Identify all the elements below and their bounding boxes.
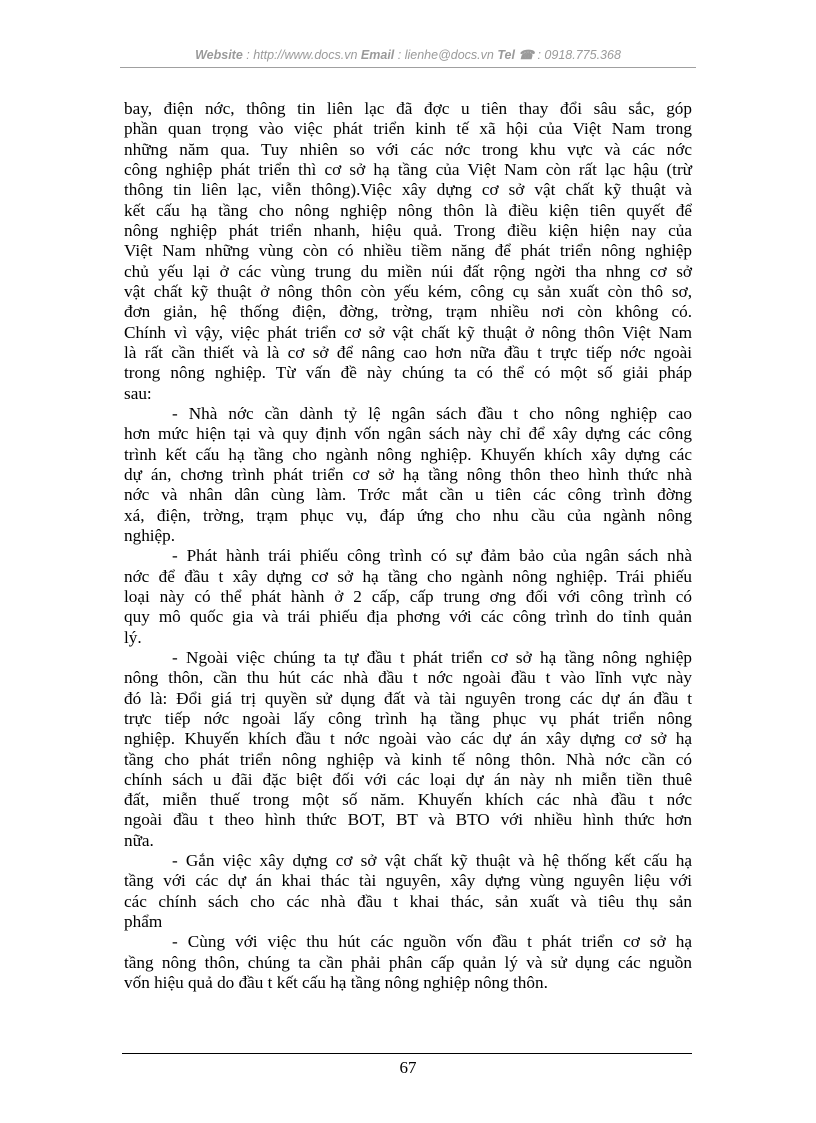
text-line: là rất cần thiết và là cơ sở để nâng cao hơn nữa đầu t trực tiếp nớc ngoài [124,342,692,362]
website-label: Website [195,48,243,62]
text-line: - Cùng với việc thu hút các nguồn vốn đầu t phát triển cơ sở hạ [172,932,692,952]
text-line: công nghiệp phát triển thì cơ sở hạ tầng của Việt Nam còn rất lạc hậu (trừ [124,159,692,179]
text-line: bay, điện nớc, thông tin liên lạc đã đợc u tiên thay đổi sâu sắc, góp [124,99,692,118]
text-line: đất, miễn thuế trong một số năm. Khuyến khích các nhà đầu t nớc [124,790,692,810]
text-line: - Ngoài việc chúng ta tự đầu t phát triển cơ sở hạ tầng nông nghiệp [172,647,692,667]
text-line: lý. [124,627,142,647]
phone-icon: ☎ [518,48,534,62]
text-line: tầng cho phát triển nông nghiệp và kinh tế nông thôn. Nhà nớc cần có [124,749,692,769]
email-label: Email [360,48,395,62]
text-line: vốn hiệu quả do đầu t kết cấu hạ tầng nông nghiệp nông thôn. [124,973,548,993]
text-line: loại này có thể phát hành ở 2 cấp, cấp trung ơng đối với công trình có [124,586,692,606]
text-line: nghiệp. Khuyến khích đầu t nớc ngoài vào các dự án xây dựng cơ sở hạ [124,729,692,749]
text-line: chủ yếu lại ở các vùng trung du miền núi đất rộng ngời tha nhng cơ sở [124,261,692,281]
text-line: quy mô quốc gia và trái phiếu địa phơng với các công trình do tỉnh quản [124,607,692,627]
page-header [120,47,696,62]
header-divider [120,67,696,68]
text-line: những năm qua. Tuy nhiên so với các nớc trong khu vực và các nớc [124,139,692,159]
text-line: nớc và nhân dân cùng làm. Trớc mắt cần u tiên các công trình đờng [124,485,692,505]
text-line: nông nghiệp phát triển nhanh, hiệu quả. Trong điều kiện hiện nay của [124,220,692,240]
text-line: tầng với các dự án khai thác tài nguyên, xây dựng vùng nguyên liệu với [124,871,692,891]
document-body [124,99,692,993]
page-number: 67 [399,1058,417,1077]
text-line: hơn mức hiện tại và quy định vốn ngân sách này chỉ để xây dựng các công [124,424,692,444]
footer-divider [122,1053,692,1054]
tel-number: : 0918.775.368 [537,48,621,62]
text-line: xá, điện, trờng, trạm phục vụ, đáp ứng cho nhu cầu của ngành nông [124,505,692,525]
text-line: sau: [124,383,152,403]
text-line: - Gắn việc xây dựng cơ sở vật chất kỹ thuật và hệ thống kết cấu hạ [172,851,692,871]
text-line: thông tin liên lạc, viễn thông).Việc xây dựng cơ sở vật chất kỹ thuật và [124,180,692,200]
website-url: : http://www.docs.vn [246,48,358,62]
text-line: dự án, chơng trình phát triển cơ sở hạ tầng nông thôn theo hình thức nhà [124,464,692,484]
text-line: phần quan trọng vào việc phát triển kinh tế xã hội của Việt Nam trong [124,119,692,139]
text-line: Việt Nam những vùng còn có nhiều tiềm năng để phát triển nông nghiệp [124,241,692,261]
text-line: vật chất kỹ thuật ở nông thôn còn yếu kém, công cụ sản xuất còn thô sơ, [124,281,692,301]
text-line: - Nhà nớc cần dành tỷ lệ ngân sách đầu t cho nông nghiệp cao [172,403,692,423]
text-line: Chính vì vậy, việc phát triển cơ sở vật chất kỹ thuật ở nông thôn Việt Nam [124,322,692,342]
text-line: trình kết cấu hạ tầng cho ngành nông nghiệp. Khuyến khích xây dựng các [124,444,692,464]
text-line: chính sách u đãi đặc biệt đối với các loại dự án này nh miễn tiền thuê [124,769,692,789]
text-line: phẩm [124,912,163,932]
text-line: - Phát hành trái phiếu công trình có sự đảm bảo của ngân sách nhà [172,546,692,566]
text-line: nữa. [124,830,154,850]
text-line: đó là: Đổi giá trị quyền sử dụng đất và tài nguyên trong các dự án đầu t [124,688,692,708]
tel-label: Tel [497,48,515,62]
text-line: nghiệp. [124,525,176,545]
text-line: trực tiếp nớc ngoài lấy công trình hạ tầng phục vụ phát triển nông [124,708,692,728]
text-line: nông thôn, cần thu hút các nhà đầu t nớc ngoài đầu t vào lĩnh vực này [124,668,692,688]
text-line: kết cấu hạ tầng cho nông nghiệp nông thôn là điều kiện tiên quyết để [124,200,692,220]
text-line: đơn giản, hệ thống điện, đờng, trờng, trạm nhiều nơi còn không có. [124,302,692,322]
email-address: : lienhe@docs.vn [397,48,494,62]
text-line: ngoài đầu t theo hình thức BOT, BT và BTO với nhiều hình thức hơn [124,810,692,830]
text-line: nớc để đầu t xây dựng cơ sở hạ tầng cho ngành nông nghiệp. Trái phiếu [124,566,692,586]
text-line: tầng nông thôn, chúng ta cần phải phân cấp quản lý và sử dụng các nguồn [124,952,692,972]
text-line: các chính sách cho các nhà đầu t khai thác, sản xuất và tiêu thụ sản [124,891,692,911]
text-line: trong nông nghiệp. Từ vấn đề này chúng ta có thể có một số giải pháp [124,363,692,383]
